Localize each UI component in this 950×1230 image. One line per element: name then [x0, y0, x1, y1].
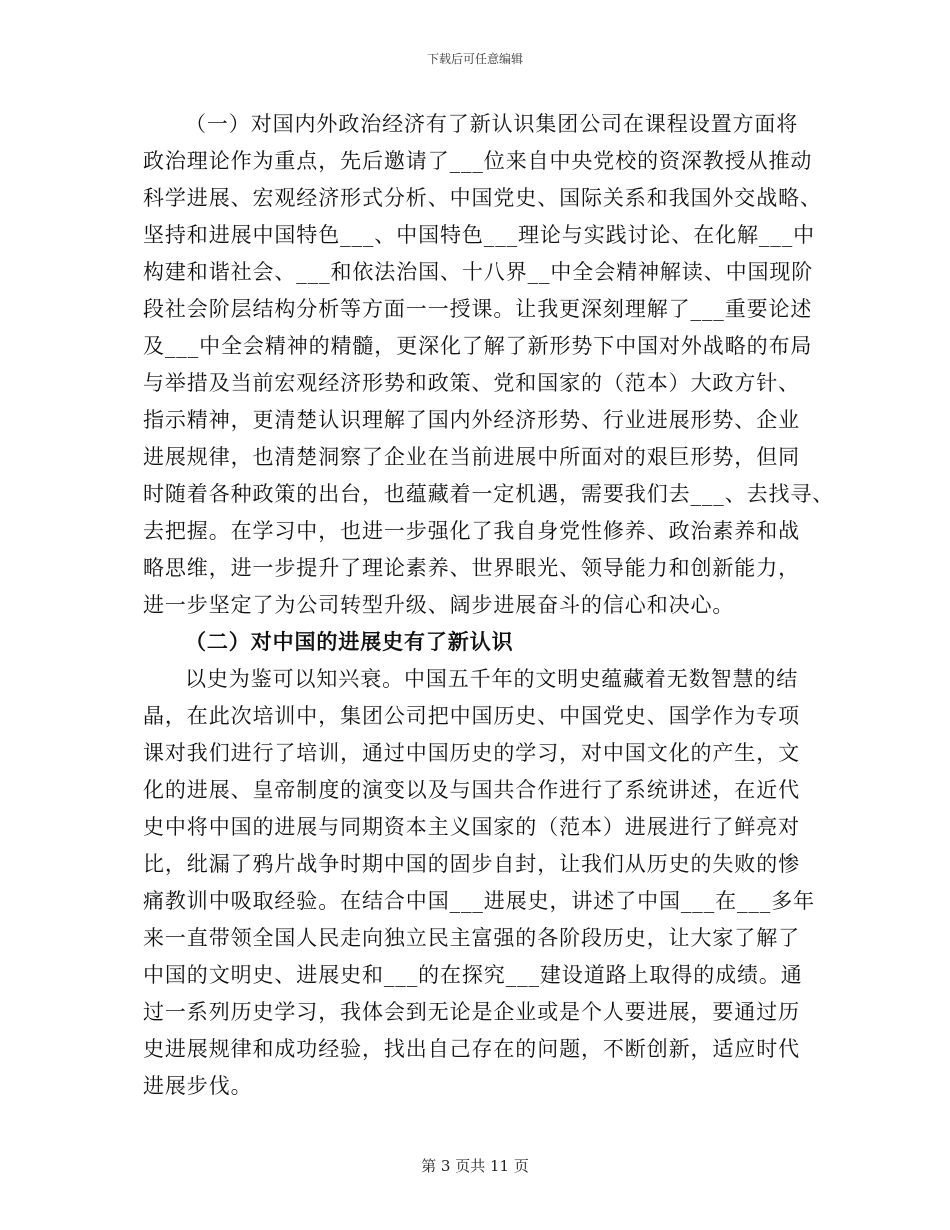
- paragraph-line: 过一系列历史学习，我体会到无论是企业或是个人要进展，要通过历: [143, 1000, 800, 1024]
- paragraph-line: 指示精神，更清楚认识理解了国内外经济形势、行业进展形势、企业: [143, 408, 800, 432]
- section-heading: （二）对中国的进展史有了新认识: [185, 629, 514, 654]
- page-header-note: 下载后可任意编辑: [426, 52, 523, 66]
- paragraph-line: 来一直带领全国人民走向独立民主富强的各阶段历史，让大家了解了: [143, 926, 800, 950]
- paragraph-line: 时随着各种政策的出台，也蕴藏着一定机遇，需要我们去___、去找寻、: [143, 482, 835, 506]
- paragraph-line: 及___中全会精神的精髓，更深化了解了新形势下中国对外战略的布局: [143, 334, 813, 358]
- paragraph-line: 史中将中国的进展与同期资本主义国家的（范本）进展进行了鲜亮对: [143, 815, 800, 839]
- paragraph-line: （一）对国内外政治经济有了新认识集团公司在课程设置方面将: [185, 112, 799, 136]
- paragraph-line: 中国的文明史、进展史和___的在探究___建设道路上取得的成绩。通: [143, 963, 803, 987]
- paragraph-line: 与举措及当前宏观经济形势和政策、党和国家的（范本）大政方针、: [143, 371, 800, 395]
- paragraph-line: 去把握。在学习中，也进一步强化了我自身党性修养、政治素养和战: [143, 519, 800, 543]
- paragraph-line: 进展规律，也清楚洞察了企业在当前进展中所面对的艰巨形势，但同: [143, 445, 800, 469]
- paragraph-line: 痛教训中吸取经验。在结合中国___进展史，讲述了中国___在___多年: [143, 889, 815, 913]
- paragraph-line: 进展步伐。: [143, 1074, 253, 1098]
- paragraph-line: 政治理论作为重点，先后邀请了___位来自中央党校的资深教授从推动: [143, 149, 813, 173]
- paragraph-line: 科学进展、宏观经济形式分析、中国党史、国际关系和我国外交战略、: [143, 186, 822, 210]
- paragraph-line: 以史为鉴可以知兴衰。中国五千年的文明史蕴藏着无数智慧的结: [185, 667, 799, 691]
- page-number: 第 3 页共 11 页: [421, 1157, 529, 1175]
- paragraph-line: 进一步坚定了为公司转型升级、阔步进展奋斗的信心和决心。: [143, 593, 735, 617]
- paragraph-line: 构建和谐社会、___和依法治国、十八界__中全会精神解读、中国现阶: [143, 260, 814, 284]
- paragraph-line: 比，纰漏了鸦片战争时期中国的固步自封，让我们从历史的失败的惨: [143, 852, 800, 876]
- paragraph-line: 课对我们进行了培训，通过中国历史的学习，对中国文化的产生，文: [143, 741, 800, 765]
- paragraph-line: 化的进展、皇帝制度的演变以及与国共合作进行了系统讲述，在近代: [143, 778, 800, 802]
- paragraph-line: 史进展规律和成功经验，找出自己存在的问题，不断创新，适应时代: [143, 1037, 800, 1061]
- paragraph-line: 坚持和进展中国特色___、中国特色___理论与实践讨论、在化解___中: [143, 223, 815, 247]
- paragraph-line: 略思维，进一步提升了理论素养、世界眼光、领导能力和创新能力，: [143, 556, 800, 580]
- paragraph-line: 晶，在此次培训中，集团公司把中国历史、中国党史、国学作为专项: [143, 704, 800, 728]
- paragraph-line: 段社会阶层结构分析等方面一一授课。让我更深刻理解了___重要论述: [143, 297, 813, 321]
